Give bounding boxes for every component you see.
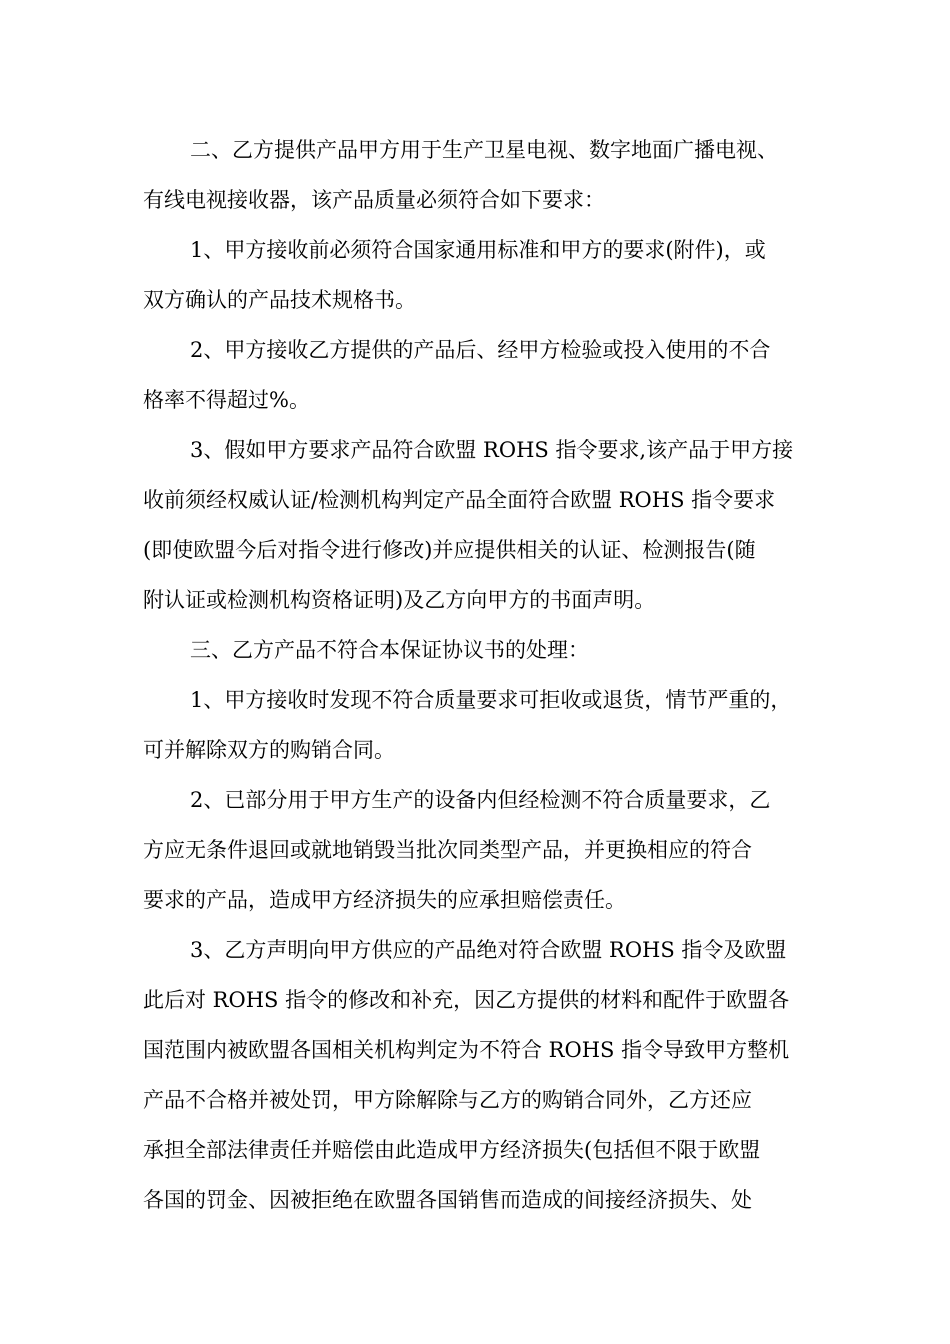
text-line: 收前须经权威认证/检测机构判定产品全面符合欧盟 ROHS 指令要求	[143, 488, 776, 512]
text-line: 1、甲方接收时发现不符合质量要求可拒收或退货，情节严重的，	[190, 688, 792, 712]
text-line: 2、已部分用于甲方生产的设备内但经检测不符合质量要求，乙	[190, 788, 771, 812]
text-line: 1、甲方接收前必须符合国家通用标准和甲方的要求(附件)，或	[190, 238, 766, 262]
text-line: 方应无条件退回或就地销毁当批次同类型产品，并更换相应的符合	[143, 838, 752, 862]
text-line: 3、乙方声明向甲方供应的产品绝对符合欧盟 ROHS 指令及欧盟	[190, 938, 787, 962]
text-line: 格率不得超过%。	[143, 388, 310, 412]
text-line: 附认证或检测机构资格证明)及乙方向甲方的书面声明。	[143, 588, 656, 612]
text-line: 各国的罚金、因被拒绝在欧盟各国销售而造成的间接经济损失、处	[143, 1188, 752, 1212]
text-line: 国范围内被欧盟各国相关机构判定为不符合 ROHS 指令导致甲方整机	[143, 1038, 790, 1062]
text-line: 三、乙方产品不符合本保证协议书的处理：	[190, 638, 589, 662]
text-line: 3、假如甲方要求产品符合欧盟 ROHS 指令要求,该产品于甲方接	[190, 438, 794, 462]
text-line: 产品不合格并被处罚，甲方除解除与乙方的购销合同外，乙方还应	[143, 1088, 752, 1112]
text-line: 2、甲方接收乙方提供的产品后、经甲方检验或投入使用的不合	[190, 338, 771, 362]
text-line: (即使欧盟今后对指令进行修改)并应提供相关的认证、检测报告(随	[143, 538, 756, 562]
text-line: 可并解除双方的购销合同。	[143, 738, 395, 762]
text-line: 有线电视接收器，该产品质量必须符合如下要求：	[143, 188, 605, 212]
text-line: 要求的产品，造成甲方经济损失的应承担赔偿责任。	[143, 888, 626, 912]
text-line: 此后对 ROHS 指令的修改和补充，因乙方提供的材料和配件于欧盟各	[143, 988, 790, 1012]
text-line: 双方确认的产品技术规格书。	[143, 288, 416, 312]
text-line: 承担全部法律责任并赔偿由此造成甲方经济损失(包括但不限于欧盟	[143, 1138, 761, 1162]
text-line: 二、乙方提供产品甲方用于生产卫星电视、数字地面广播电视、	[190, 138, 778, 162]
